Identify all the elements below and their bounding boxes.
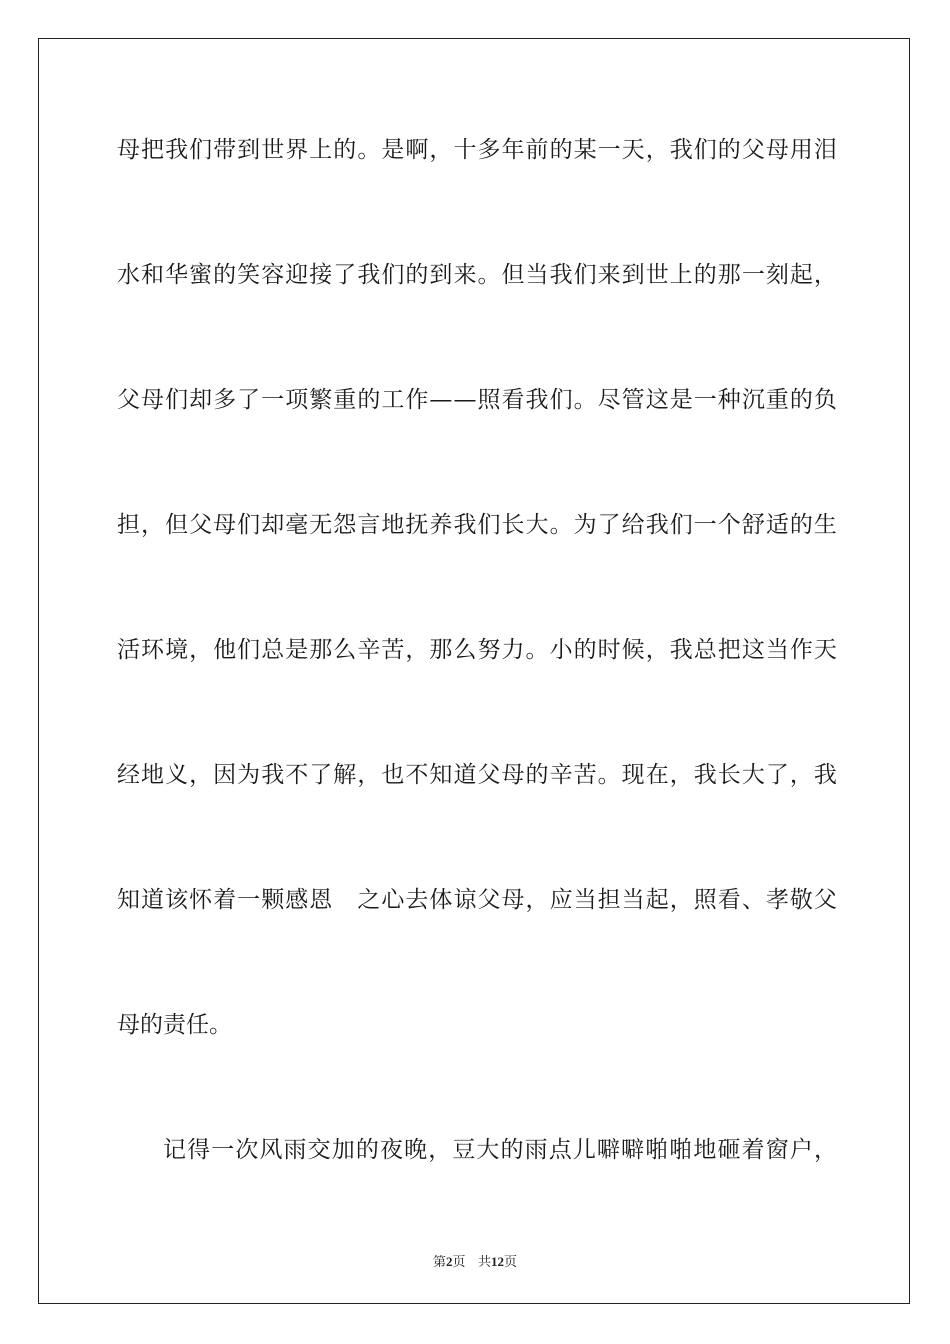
text-char: 看 <box>501 387 525 413</box>
text-char: 工 <box>381 387 405 413</box>
text-char: 父 <box>477 762 501 788</box>
text-char: 的 <box>357 387 381 413</box>
text-char: 儿 <box>572 1137 596 1163</box>
text-char: ， <box>189 762 213 788</box>
text-char: 孝 <box>765 887 789 913</box>
text-char: 的 <box>573 637 597 663</box>
text-char: 了 <box>597 512 621 538</box>
text-char: 的 <box>717 137 741 163</box>
text-char: 怨 <box>333 512 357 538</box>
text-char: 。 <box>573 387 597 413</box>
text-char: 们 <box>165 387 189 413</box>
total-page-count: 12 <box>490 1254 504 1269</box>
text-char: 界 <box>285 137 309 163</box>
text-char: 母 <box>501 762 525 788</box>
text-char: 带 <box>213 137 237 163</box>
text-char: 长 <box>501 512 525 538</box>
current-page-number: 2 <box>446 1254 453 1269</box>
text-char: 雨 <box>524 1137 548 1163</box>
text-line-1 <box>117 139 837 162</box>
text-char: 谅 <box>453 887 477 913</box>
text-char: 用 <box>789 137 813 163</box>
text-char: 我 <box>693 762 717 788</box>
text-char: 容 <box>261 262 285 288</box>
text-char: 一 <box>237 887 261 913</box>
text-char: 作 <box>405 387 429 413</box>
text-char: 把 <box>717 637 741 663</box>
text-char: 恩 <box>309 887 333 913</box>
text-char: 重 <box>765 387 789 413</box>
text-char: 前 <box>525 137 549 163</box>
text-char: ， <box>525 887 549 913</box>
text-char: 一 <box>741 262 765 288</box>
text-char: 的 <box>789 387 813 413</box>
text-char: ， <box>645 637 669 663</box>
text-char: 道 <box>141 887 165 913</box>
text-char: 但 <box>501 262 525 288</box>
text-char: 和 <box>141 262 165 288</box>
text-char: 一 <box>693 387 717 413</box>
text-char: 经 <box>117 762 140 788</box>
text-char: 敬 <box>789 887 813 913</box>
text-char: 、 <box>741 887 765 913</box>
text-char: 繁 <box>309 387 333 413</box>
text-char: 一 <box>597 137 621 163</box>
text-char: 那 <box>309 637 333 663</box>
text-char: 的 <box>405 262 429 288</box>
text-char: 给 <box>621 512 645 538</box>
text-char: 苦 <box>381 637 405 663</box>
text-char: 舒 <box>741 512 765 538</box>
text-char: 记 <box>163 1137 186 1163</box>
text-char: 养 <box>429 512 453 538</box>
text-char: 尽 <box>597 387 621 413</box>
text-line-2 <box>117 264 837 287</box>
text-char: 他 <box>213 637 237 663</box>
text-char: 泪 <box>813 137 837 163</box>
text-char: 在 <box>645 762 669 788</box>
text-char: ， <box>141 512 165 538</box>
text-char: 的 <box>693 262 717 288</box>
text-char: 到 <box>621 262 645 288</box>
text-char: 该 <box>165 887 189 913</box>
text-char: — <box>453 387 477 413</box>
page-prefix: 第 <box>433 1255 447 1270</box>
total-suffix: 页 <box>503 1255 517 1270</box>
text-char: 父 <box>477 887 501 913</box>
text-char: 。 <box>477 262 501 288</box>
text-char: 起 <box>789 262 813 288</box>
text-char: 管 <box>621 387 645 413</box>
text-char: 地 <box>141 762 165 788</box>
text-char: 户 <box>789 1137 813 1163</box>
text-char: 蜜 <box>189 262 213 288</box>
text-char: 作 <box>789 637 813 663</box>
text-char: 知 <box>117 887 140 913</box>
text-char: 么 <box>453 637 477 663</box>
text-char: 之 <box>357 887 381 913</box>
text-char: 地 <box>381 512 405 538</box>
text-char: 因 <box>213 762 237 788</box>
text-char: 砸 <box>717 1137 741 1163</box>
text-char: 母 <box>213 512 237 538</box>
text-char: 晚 <box>404 1137 428 1163</box>
text-line-9 <box>117 1139 837 1162</box>
text-char: 大 <box>525 512 549 538</box>
text-char: 为 <box>573 512 597 538</box>
text-char: 们 <box>237 637 261 663</box>
text-char: 华 <box>165 262 189 288</box>
text-char: 着 <box>741 1137 765 1163</box>
text-char: 来 <box>453 262 477 288</box>
text-char: 义 <box>165 762 189 788</box>
text-char: 时 <box>597 637 621 663</box>
text-char: 雨 <box>283 1137 307 1163</box>
text-char: 言 <box>357 512 381 538</box>
text-char: 噼 <box>596 1137 620 1163</box>
text-char: 那 <box>429 637 453 663</box>
text-char: 那 <box>717 262 741 288</box>
text-line-8 <box>117 1014 837 1037</box>
text-char: 当 <box>573 887 597 913</box>
text-char: ， <box>813 1137 837 1163</box>
text-char: ， <box>428 1137 452 1163</box>
page-footer <box>0 1251 950 1270</box>
text-char: 笑 <box>237 262 261 288</box>
text-char: 心 <box>381 887 405 913</box>
text-char: 们 <box>237 512 261 538</box>
text-line-4 <box>117 514 837 537</box>
text-char: 不 <box>405 762 429 788</box>
text-char: 当 <box>525 262 549 288</box>
text-char: 世 <box>261 137 285 163</box>
text-char: 这 <box>645 387 669 413</box>
page-border <box>38 38 910 1304</box>
text-char: 小 <box>549 637 573 663</box>
text-char: 了 <box>309 762 333 788</box>
text-char: 的 <box>789 512 813 538</box>
text-char: 抚 <box>405 512 429 538</box>
text-char: 世 <box>645 262 669 288</box>
text-char: 境 <box>165 637 189 663</box>
text-line-7 <box>117 889 837 912</box>
text-char: ， <box>189 637 213 663</box>
text-char: 去 <box>405 887 429 913</box>
text-char: 母 <box>117 137 140 163</box>
text-char: 父 <box>813 887 837 913</box>
text-char: 我 <box>813 762 837 788</box>
total-prefix: 共 <box>477 1255 491 1270</box>
text-char: 项 <box>285 387 309 413</box>
text-char: 适 <box>765 512 789 538</box>
text-char: ， <box>645 137 669 163</box>
text-char: 一 <box>211 1137 235 1163</box>
text-char: 到 <box>429 262 453 288</box>
text-char: 候 <box>621 637 645 663</box>
text-char: 长 <box>717 762 741 788</box>
text-char: 母 <box>765 137 789 163</box>
text-char: ， <box>789 762 813 788</box>
text-char: 们 <box>669 512 693 538</box>
text-char: 大 <box>476 1137 500 1163</box>
text-char: 了 <box>765 762 789 788</box>
text-char: 了 <box>333 262 357 288</box>
text-char: 窗 <box>765 1137 789 1163</box>
text-char: 道 <box>453 762 477 788</box>
text-char: 环 <box>141 637 165 663</box>
text-char: 父 <box>189 512 213 538</box>
text-char: 。 <box>549 512 573 538</box>
text-char: 却 <box>261 512 285 538</box>
text-char: 啊 <box>405 137 429 163</box>
text-char: 感 <box>285 887 309 913</box>
text-char: 我 <box>357 262 381 288</box>
text-char: 是 <box>669 387 693 413</box>
text-char: 水 <box>117 262 140 288</box>
text-char: 是 <box>381 137 405 163</box>
text-char: 不 <box>285 762 309 788</box>
text-char: 到 <box>237 137 261 163</box>
text-char: 毫 <box>285 512 309 538</box>
text-char: 父 <box>741 137 765 163</box>
text-char: 现 <box>621 762 645 788</box>
text-char: ， <box>357 762 381 788</box>
text-char: 我 <box>549 262 573 288</box>
text-char: 。 <box>597 762 621 788</box>
text-line-5 <box>117 639 837 662</box>
text-char: 十 <box>453 137 477 163</box>
text-char: 一 <box>261 387 285 413</box>
text-char: 风 <box>259 1137 283 1163</box>
text-char: 担 <box>117 512 140 538</box>
text-char: ， <box>813 262 837 288</box>
text-char: 们 <box>381 262 405 288</box>
text-char: 的 <box>525 762 549 788</box>
text-char: 母 <box>501 887 525 913</box>
text-char: 噼 <box>621 1137 645 1163</box>
text-char: 我 <box>669 137 693 163</box>
text-char: 夜 <box>379 1137 403 1163</box>
text-char: 次 <box>235 1137 259 1163</box>
text-char: 却 <box>189 387 213 413</box>
text-char: 上 <box>309 137 333 163</box>
text-char: 重 <box>333 387 357 413</box>
text-char: 加 <box>331 1137 355 1163</box>
text-char: 地 <box>693 1137 717 1163</box>
text-char: 的 <box>333 137 357 163</box>
text-char: 是 <box>285 637 309 663</box>
text-char: 当 <box>765 637 789 663</box>
text-char: 怀 <box>189 887 213 913</box>
text-char: 啪 <box>669 1137 693 1163</box>
text-char: ， <box>405 637 429 663</box>
text-char: 的 <box>355 1137 379 1163</box>
text-char: 但 <box>165 512 189 538</box>
text-char: 辛 <box>549 762 573 788</box>
text-char: 们 <box>573 262 597 288</box>
text-char: 我 <box>525 387 549 413</box>
text-char: 我 <box>453 512 477 538</box>
text-char: 生 <box>813 512 837 538</box>
text-char: 多 <box>477 137 501 163</box>
text-char: 我 <box>165 137 189 163</box>
text-char: 得 <box>187 1137 211 1163</box>
text-char: 我 <box>645 512 669 538</box>
text-char: — <box>429 387 453 413</box>
text-char: 。 <box>357 137 381 163</box>
text-char: 大 <box>741 762 765 788</box>
text-char: 苦 <box>573 762 597 788</box>
text-line-6 <box>117 764 837 787</box>
text-char: 把 <box>141 137 165 163</box>
text-char: 负 <box>813 387 837 413</box>
text-char: 颗 <box>261 887 285 913</box>
text-char: 点 <box>548 1137 572 1163</box>
text-char: 年 <box>501 137 525 163</box>
text-char: 着 <box>213 887 237 913</box>
text-char: 的 <box>549 137 573 163</box>
text-char: 沉 <box>741 387 765 413</box>
text-char: 天 <box>813 637 837 663</box>
text-char: 照 <box>477 387 501 413</box>
text-char: 照 <box>693 887 717 913</box>
text-char: ， <box>669 762 693 788</box>
text-char: 刻 <box>765 262 789 288</box>
text-char: 们 <box>549 387 573 413</box>
text-char: 某 <box>573 137 597 163</box>
text-char: 交 <box>307 1137 331 1163</box>
text-char: 知 <box>429 762 453 788</box>
text-char: 么 <box>333 637 357 663</box>
text-char: 天 <box>621 137 645 163</box>
text-char: 当 <box>621 887 645 913</box>
text-char: ， <box>669 887 693 913</box>
text-char: 多 <box>213 387 237 413</box>
text-char: 这 <box>741 637 765 663</box>
text-char: 的 <box>213 262 237 288</box>
text-char: 辛 <box>357 637 381 663</box>
text-char: 担 <box>597 887 621 913</box>
text-char: 力 <box>501 637 525 663</box>
text-char: 。 <box>525 637 549 663</box>
text-char <box>333 889 356 912</box>
text-line-3 <box>117 389 837 412</box>
text-char: 迎 <box>285 262 309 288</box>
text-char: 了 <box>237 387 261 413</box>
paragraph-end-text: 母的责任。 <box>117 1012 232 1038</box>
text-char: 父 <box>117 387 140 413</box>
text-char: 上 <box>669 262 693 288</box>
page-suffix: 页 <box>452 1255 466 1270</box>
text-char: 的 <box>500 1137 524 1163</box>
text-char: 也 <box>381 762 405 788</box>
text-char: 看 <box>717 887 741 913</box>
text-char: 活 <box>117 637 140 663</box>
text-char: 应 <box>549 887 573 913</box>
text-char: 种 <box>717 387 741 413</box>
text-char: 们 <box>477 512 501 538</box>
text-char: 母 <box>141 387 165 413</box>
text-char: 豆 <box>452 1137 476 1163</box>
text-char: 们 <box>189 137 213 163</box>
text-char: 起 <box>645 887 669 913</box>
text-char: 我 <box>669 637 693 663</box>
text-char: 个 <box>717 512 741 538</box>
text-char: 为 <box>237 762 261 788</box>
text-char: 体 <box>429 887 453 913</box>
text-char: 努 <box>477 637 501 663</box>
text-char: 接 <box>309 262 333 288</box>
text-char: 解 <box>333 762 357 788</box>
text-char: 无 <box>309 512 333 538</box>
text-char: 我 <box>261 762 285 788</box>
text-char: 来 <box>597 262 621 288</box>
text-char: ， <box>429 137 453 163</box>
text-char: 一 <box>693 512 717 538</box>
text-char: 啪 <box>645 1137 669 1163</box>
text-char: 们 <box>693 137 717 163</box>
text-char: 总 <box>261 637 285 663</box>
text-char: 总 <box>693 637 717 663</box>
